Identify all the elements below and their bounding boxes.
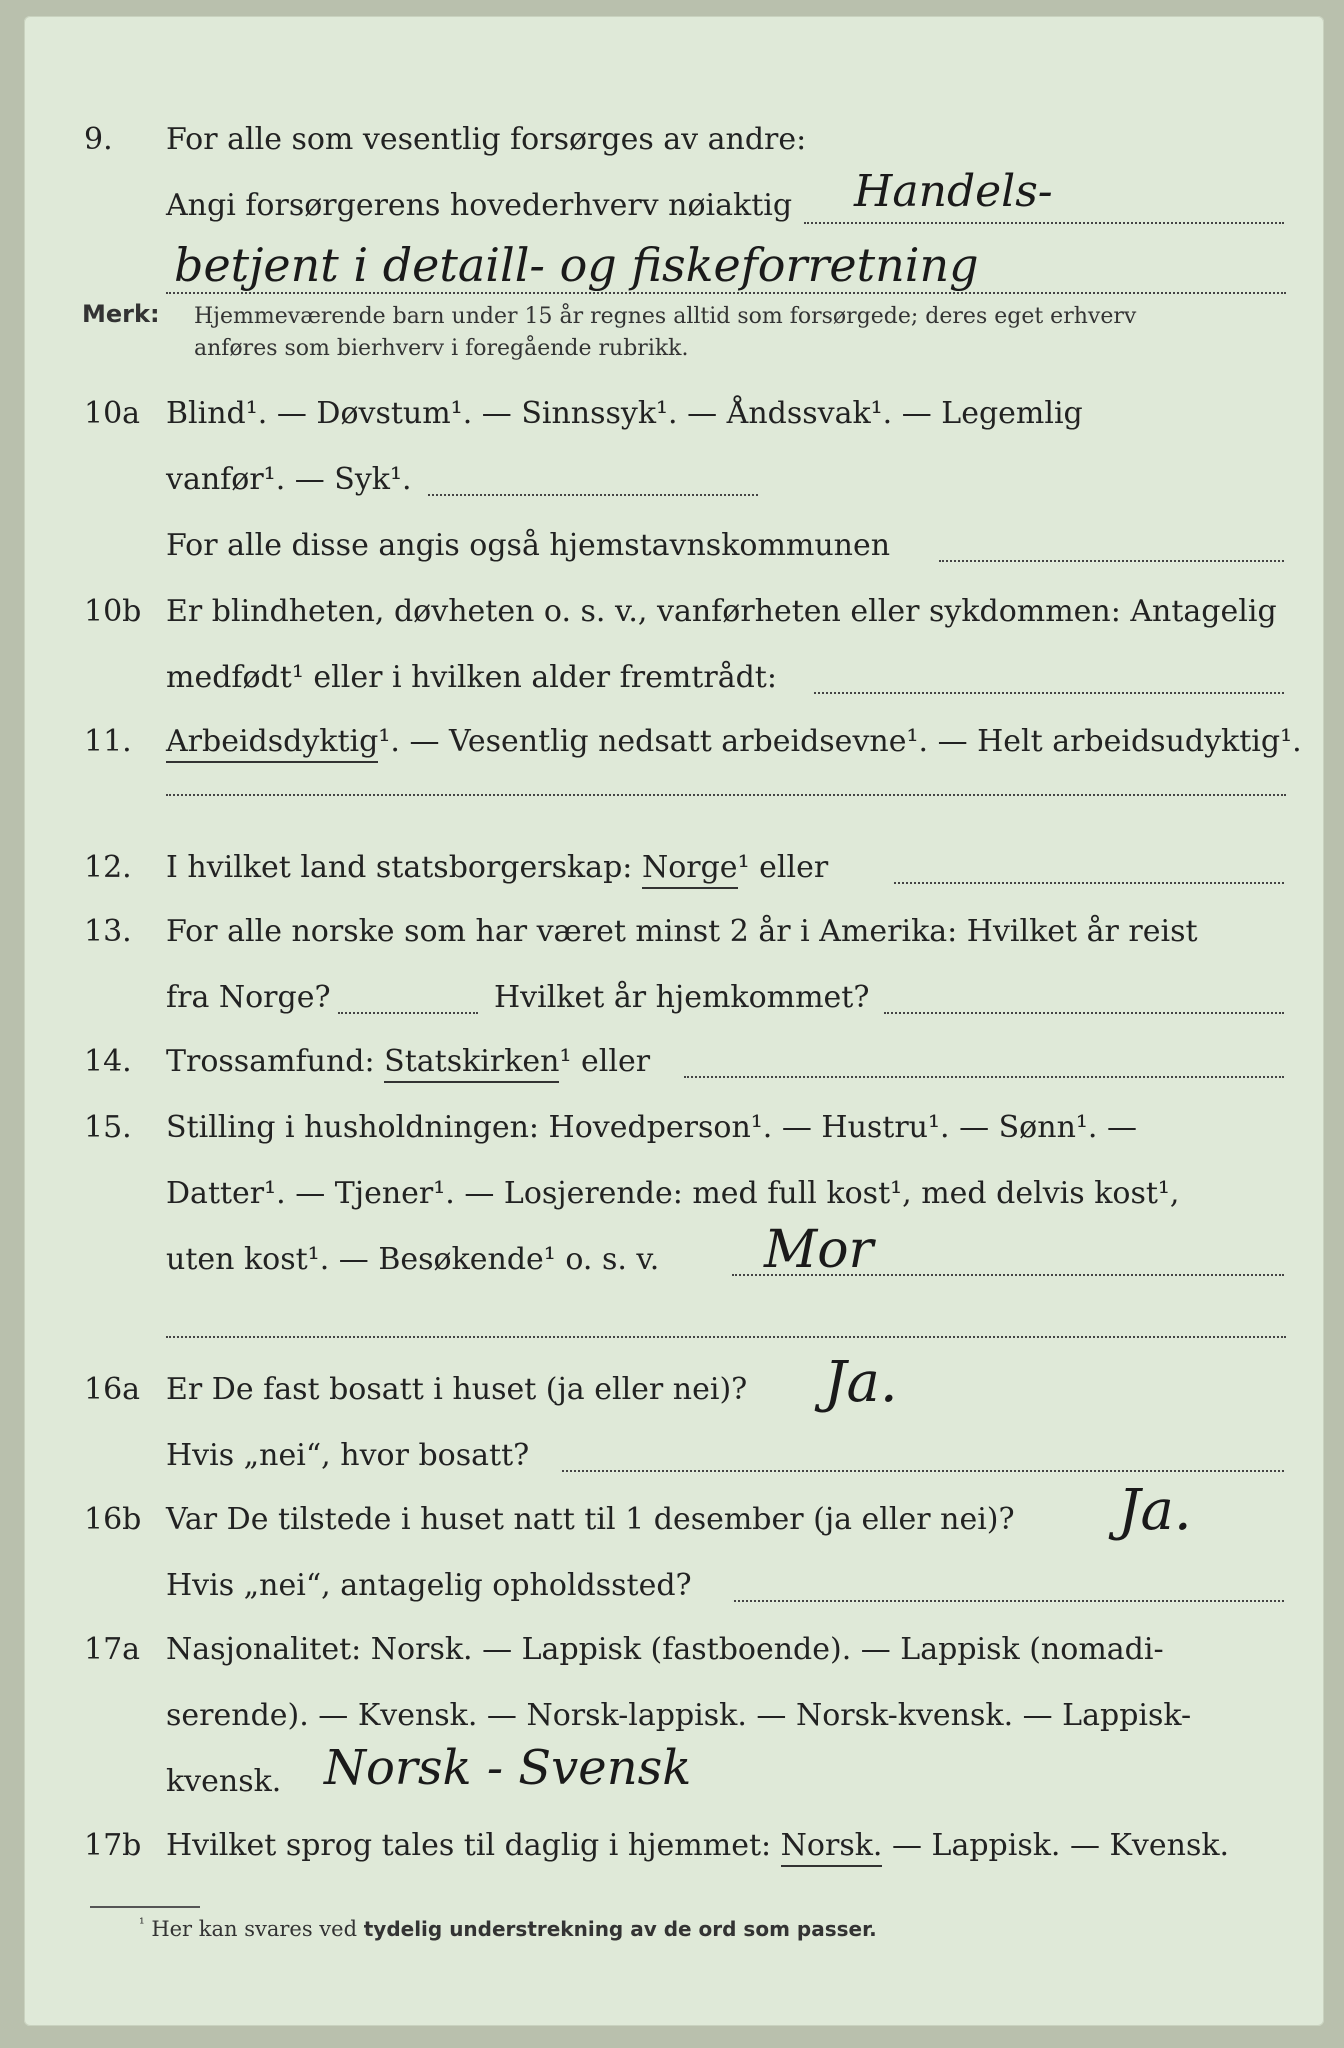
q11-extra-line [166, 794, 1286, 796]
q10a-row3 [24, 528, 1324, 578]
q17b-post: — Lappisk. — Kvensk. [891, 1828, 1230, 1863]
q9-row2 [24, 188, 1324, 238]
q12-number: 12. [84, 850, 132, 885]
q9-answer-line [804, 222, 1284, 224]
q10a-number: 10a [84, 396, 141, 431]
q14-text [166, 1044, 650, 1079]
q14-post: ¹ eller [559, 1044, 651, 1079]
footnote-mark: ¹ [139, 1916, 145, 1932]
q10b-line1: Er blindheten, døvheten o. s. v., vanførheten eller sykdommen: Antagelig [166, 594, 1277, 629]
q16a-line2: Hvis „nei“, hvor bosatt? [166, 1438, 530, 1473]
q11-text [166, 724, 1302, 759]
q11-number: 11. [84, 724, 132, 759]
q12-post: ¹ eller [737, 850, 829, 885]
footnote-bold: tydelig understrekning av de ord som passer. [363, 1917, 877, 1941]
footnote [139, 1916, 877, 1941]
q13-line2a: fra Norge? [166, 980, 331, 1015]
q10a-line3: For alle disse angis også hjemstavnskommunen [166, 528, 891, 563]
q10b-row [24, 594, 1324, 644]
merk-row2 [24, 336, 1324, 386]
q9-handwritten-answer1: Handels- [854, 166, 1053, 217]
merk-line2: anføres som bierhverv i foregående rubrikk. [194, 336, 689, 361]
q9-answer-line2 [166, 292, 1286, 294]
q17a-row [24, 1632, 1324, 1682]
q15-line1: Stilling i husholdningen: Hovedperson¹. — Hustru¹. — Sønn¹. — [166, 1110, 1137, 1145]
q15-row3 [24, 1242, 1324, 1292]
q12-underlined-answer: Norge [642, 850, 738, 889]
q9-number: 9. [84, 122, 113, 157]
q17a-number: 17a [84, 1632, 141, 1667]
footnote-plain: Her kan svares ved [151, 1917, 358, 1941]
q13-row2 [24, 980, 1324, 1030]
q15-handwritten-answer: Mor [764, 1220, 874, 1280]
q15-row2 [24, 1176, 1324, 1226]
q12-text [166, 850, 828, 885]
q16a-line1: Er De fast bosatt i huset (ja eller nei)? [166, 1372, 748, 1407]
q9-line2: Angi forsørgerens hovederhverv nøiaktig [166, 188, 793, 223]
q16b-number: 16b [84, 1502, 142, 1537]
q15-number: 15. [84, 1110, 132, 1145]
merk-label: Merk: [82, 300, 160, 328]
q17b-text [166, 1828, 1229, 1863]
q11-rest: ¹. — Vesentlig nedsatt arbeidsevne¹. — Helt arbeidsudyktig¹. [378, 724, 1302, 759]
footnote-rule [90, 1906, 200, 1908]
q17a-line2: serende). — Kvensk. — Norsk-lappisk. — Norsk-kvensk. — Lappisk- [166, 1698, 1192, 1733]
q10a-row2 [24, 462, 1324, 512]
q9-line1: For alle som vesentlig forsørges av andre: [166, 122, 807, 157]
q12-pre: I hvilket land statsborgerskap: [166, 850, 633, 885]
q10a-row [24, 396, 1324, 446]
q15-line2: Datter¹. — Tjener¹. — Losjerende: med full kost¹, med delvis kost¹, [166, 1176, 1180, 1211]
q15-line3: uten kost¹. — Besøkende¹ o. s. v. [166, 1242, 660, 1277]
q10a-kommune-line [939, 560, 1284, 562]
q13-line1: For alle norske som har været minst 2 år i Amerika: Hvilket år reist [166, 914, 1198, 949]
q17b-number: 17b [84, 1828, 142, 1863]
q17a-line1: Nasjonalitet: Norsk. — Lappisk (fastboende). — Lappisk (nomadi- [166, 1632, 1164, 1667]
q11-underlined-answer: Arbeidsdyktig [166, 724, 378, 763]
q14-underlined-answer: Statskirken [384, 1044, 559, 1083]
q13-row [24, 914, 1324, 964]
q15-answer-line [732, 1274, 1284, 1276]
q14-number: 14. [84, 1044, 132, 1079]
merk-line1: Hjemmeværende barn under 15 år regnes alltid som forsørgede; deres eget erhverv [194, 304, 1137, 329]
q13-number: 13. [84, 914, 132, 949]
q16a-number: 16a [84, 1372, 141, 1407]
q13-line2b: Hvilket år hjemkommet? [494, 980, 870, 1015]
q14-line [684, 1076, 1284, 1078]
q12-row [24, 850, 1324, 900]
q16b-handwritten-answer: Ja. [1118, 1478, 1192, 1543]
q10a-line2: vanfør¹. — Syk¹. [166, 462, 412, 497]
q16a-bosatt-line [562, 1470, 1284, 1472]
q17b-underlined-answer: Norsk. [781, 1828, 883, 1867]
q14-pre: Trossamfund: [166, 1044, 375, 1079]
q17b-pre: Hvilket sprog tales til daglig i hjemmet: [166, 1828, 772, 1863]
q10b-row2 [24, 660, 1324, 710]
q10a-line1: Blind¹. — Døvstum¹. — Sinnssyk¹. — Åndssvak¹. — Legemlig [166, 396, 1083, 431]
q13-hjemkommet-line [884, 1012, 1284, 1014]
q16a-row [24, 1372, 1324, 1422]
q15-extra-line [166, 1336, 1286, 1338]
q16b-opholdssted-line [734, 1600, 1284, 1602]
q10b-number: 10b [84, 594, 142, 629]
q12-line [894, 882, 1284, 884]
q17b-row [24, 1828, 1324, 1878]
q9-handwritten-answer2: betjent i detaill- og fiskeforretning [174, 238, 979, 292]
q9-row [24, 122, 1324, 172]
q10a-syk-line [428, 494, 758, 496]
q10b-answer-line [814, 692, 1284, 694]
q17a-line3: kvensk. [166, 1764, 282, 1799]
q16b-row2 [24, 1568, 1324, 1618]
q11-row [24, 724, 1324, 774]
q13-reist-line [338, 1012, 478, 1014]
q16b-line2: Hvis „nei“, antagelig opholdssted? [166, 1568, 692, 1603]
q14-row [24, 1044, 1324, 1094]
q16b-line1: Var De tilstede i huset natt til 1 desember (ja eller nei)? [166, 1502, 1015, 1537]
q16a-handwritten-answer: Ja. [824, 1350, 898, 1415]
q10b-line2: medfødt¹ eller i hvilken alder fremtrådt: [166, 660, 777, 695]
q15-row [24, 1110, 1324, 1160]
census-form-page [24, 16, 1324, 2026]
q17a-handwritten-answer: Norsk - Svensk [324, 1740, 692, 1796]
